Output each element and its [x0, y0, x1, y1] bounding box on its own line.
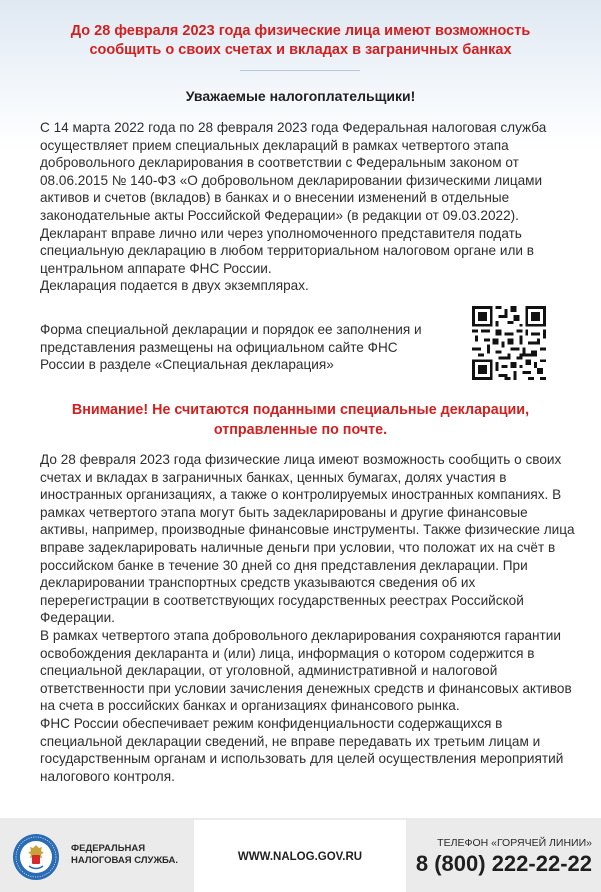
- intro-paragraph-1: С 14 марта 2022 года по 28 февраля 2023 года Федеральная налоговая служба осуществляет прием специальных деклараций в рамках четвертого этапа добровольного декларирования в соответствии с Федеральным законом от 08.06.2015 № 140-ФЗ «О добровольном декларировании физическими лицами активов и счетов (вкладов) в банках и о внесении изменений в отдельные законодательные акты Российской Федерации» (в редакции от 09.03.2022).: [40, 120, 547, 223]
- fns-logo-icon: [12, 833, 60, 881]
- title-line-1: До 28 февраля 2023 года физические лица имеют возможность: [70, 23, 531, 39]
- qr-code[interactable]: [472, 306, 546, 380]
- body-paragraph-1: До 28 февраля 2023 года физические лица имеют возможность сообщить о своих счетах и вкладах в заграничных банках, ценных бумагах, долях участия в иностранных организациях, а также о контролируемых иностранных компаниях. В рамках четвертого этапа могут быть задекларированы и другие финансовые активы, например, производные финансовые инструменты. Также физические лица вправе задекларировать наличные деньги при условии, что положат их на счёт в российском банке в течение 30 дней со дня представления декларации. При декларировании транспортных средств указываются сведения об их перерегистрации в соответствующих государственных реестрах Российской Федерации.: [40, 452, 575, 626]
- hotline-number[interactable]: 8 (800) 222-22-22: [415, 851, 592, 876]
- warning-notice: [0, 400, 601, 440]
- intro-paragraph-2: Декларант вправе лично или через уполномоченного представителя подать специальную декларацию в любом территориальном налоговом органе или в центральном аппарате ФНС России.: [40, 225, 534, 276]
- org-line-1: ФЕДЕРАЛЬНАЯ: [71, 843, 146, 854]
- org-line-2: НАЛОГОВАЯ СЛУЖБА.: [71, 855, 179, 866]
- page-title: [0, 22, 601, 60]
- main-text: [40, 451, 575, 785]
- website-link[interactable]: WWW.NALOG.GOV.RU: [237, 851, 363, 863]
- warning-line-2: отправленные по почте.: [213, 422, 388, 438]
- warning-line-1: Внимание! Не считаются поданными специальные декларации,: [71, 402, 530, 418]
- body-paragraph-2: В рамках четвертого этапа добровольного декларирования сохраняются гарантии освобождения декларанта и (или) лица, информация о котором содержится в специальной декларации, от уголовной, административной и налоговой ответственности при условии зачисления денежных средств и финансовых активов на счета в российских банках и организациях финансового рынка.: [40, 627, 572, 714]
- title-divider: [240, 70, 360, 71]
- intro-paragraph-3: Декларация подается в двух экземплярах.: [40, 278, 309, 294]
- greeting-heading: Уважаемые налогоплательщики!: [185, 88, 416, 104]
- organization-name: [71, 843, 178, 867]
- form-info-text: Форма специальной декларации и порядок ее заполнения и представления размещены на официальном сайте ФНС России в разделе «Специальная декларация»: [40, 322, 422, 373]
- title-line-2: сообщить о своих счетах и вкладах в заграничных банках: [89, 42, 512, 58]
- body-paragraph-3: ФНС России обеспечивает режим конфиденциальности содержащихся в специальной декларации сведений, не вправе передавать их третьим лицам и государственным органам и использовать для целей осуществления мероприятий налогового контроля.: [40, 715, 564, 784]
- hotline-label: ТЕЛЕФОН «ГОРЯЧЕЙ ЛИНИИ»: [437, 837, 592, 849]
- intro-text: [40, 119, 570, 295]
